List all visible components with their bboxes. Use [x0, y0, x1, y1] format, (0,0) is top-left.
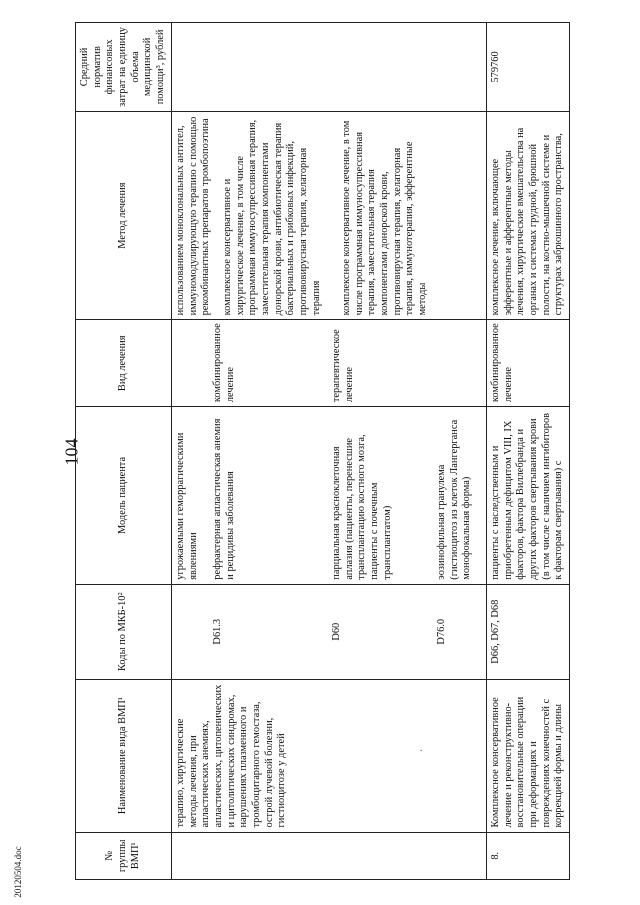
cell-treatment-method: комплексное лечение, включающее эфферентные и афферентные методы лечения, хирургические вмешательства на органах и системах грудной, брюшной полости, на костно-мышечной системе и структурах забрюшинного пространства, [486, 111, 569, 320]
mkb-entry: D76.0 [435, 618, 447, 645]
cell-group-number [171, 832, 486, 879]
table-header-row [76, 23, 172, 880]
table-row [171, 23, 486, 880]
header-treatment-method: Метод лечения [76, 111, 172, 320]
cell-vmp-name: Комплексное консервативное лечение и реконструктивно-восстановительные операции при деформациях и повреждениях конечностей с коррекцией формы и длины [486, 679, 569, 832]
rotated-table-frame [75, 22, 615, 880]
cell-mkb-codes [171, 584, 486, 679]
cell-treatment-method [171, 111, 486, 320]
header-cost-standard: Средний норматив финансовых затрат на единицу объема медицинской помощи³, рублей [76, 23, 172, 112]
cell-treatment-type [171, 320, 486, 407]
footer-document-code: 20120504.doc [13, 846, 23, 898]
table-row [486, 23, 569, 880]
model-entry: угрожаемыми геморрагическими явлениями [174, 432, 199, 580]
header-mkb-codes: Коды по МКБ-10² [76, 584, 172, 679]
cell-cost: 579760 [486, 23, 569, 112]
treatment-type-entry: комбинированное лечение [211, 323, 236, 403]
cell-mkb-codes: D66, D67, D68 [486, 584, 569, 679]
model-entry: парциальная красноклеточная аплазия (пациенты, перенесшие трансплантацию костного мозга, пациенты с почечным трансплантатом) [330, 434, 393, 580]
cell-treatment-type: комбинированное лечение [486, 320, 569, 407]
model-entry: рефрактерная апластическая анемия и рецидивы заболевания [211, 418, 236, 580]
treatment-type-entry [175, 324, 203, 402]
cell-patient-model [171, 407, 486, 585]
method-entry: комплексное консервативное и хирургическое лечение, в том числе программная иммуносупрессивная терапия, заместительная терапия компонентами донорской крови, антибиотическая терапия бактериальных и грибковых инфекций, противовирусная терапия, хелаторная терапия [221, 119, 322, 316]
stray-mark: . [420, 743, 423, 753]
vmp-table [75, 22, 570, 880]
table-wrapper [75, 22, 615, 880]
method-entry: комплексное консервативное лечение, в том числе программная иммуносупрессивная терапия, заместительная терапия компонентами донорской крови, противовирусная терапия, хелаторная терапия, иммунотерапия, эфферентные методы [340, 120, 428, 316]
cell-patient-model: пациенты с наследственным и приобретенным дефицитом VIII, IX факторов, фактора Виллебранда и других факторов свертывания крови (в том числе с наличием ингибиторов к факторам свертывания) с [486, 407, 569, 585]
cell-group-number: 8. [486, 832, 569, 879]
header-vmp-name: Наименование вида ВМП¹ [76, 679, 172, 832]
cell-cost [171, 23, 486, 112]
header-treatment-type: Вид лечения [76, 320, 172, 407]
mkb-entry: D61.3 [211, 618, 223, 645]
treatment-type-entry: терапевтическое лечение [330, 329, 355, 403]
page-number: 104 [61, 438, 82, 466]
method-entry: использованием моноклональных антител, иммуномодулирующую терапию с помощью рекомбинантных препаратов тромбопоэтина [174, 116, 212, 316]
mkb-entry: D60 [330, 622, 342, 641]
header-patient-model: Модель пациента [76, 407, 172, 585]
cell-vmp-name: терапию, хирургические методы лечения, при апластических анемиях, апластических, цитопенических и цитолитических синдромах, нарушениях плазменного и тромбоцитарного гемостаза, острой лучевой болезни, гистиоцитозе у детей [171, 679, 486, 832]
mkb-entry [175, 589, 203, 675]
header-group-number: № группы ВМП¹ [76, 832, 172, 879]
model-entry: эозинофильная гранулема (гистиоцитоз из клеток Лангерганса монофокальная форма) [435, 419, 473, 580]
